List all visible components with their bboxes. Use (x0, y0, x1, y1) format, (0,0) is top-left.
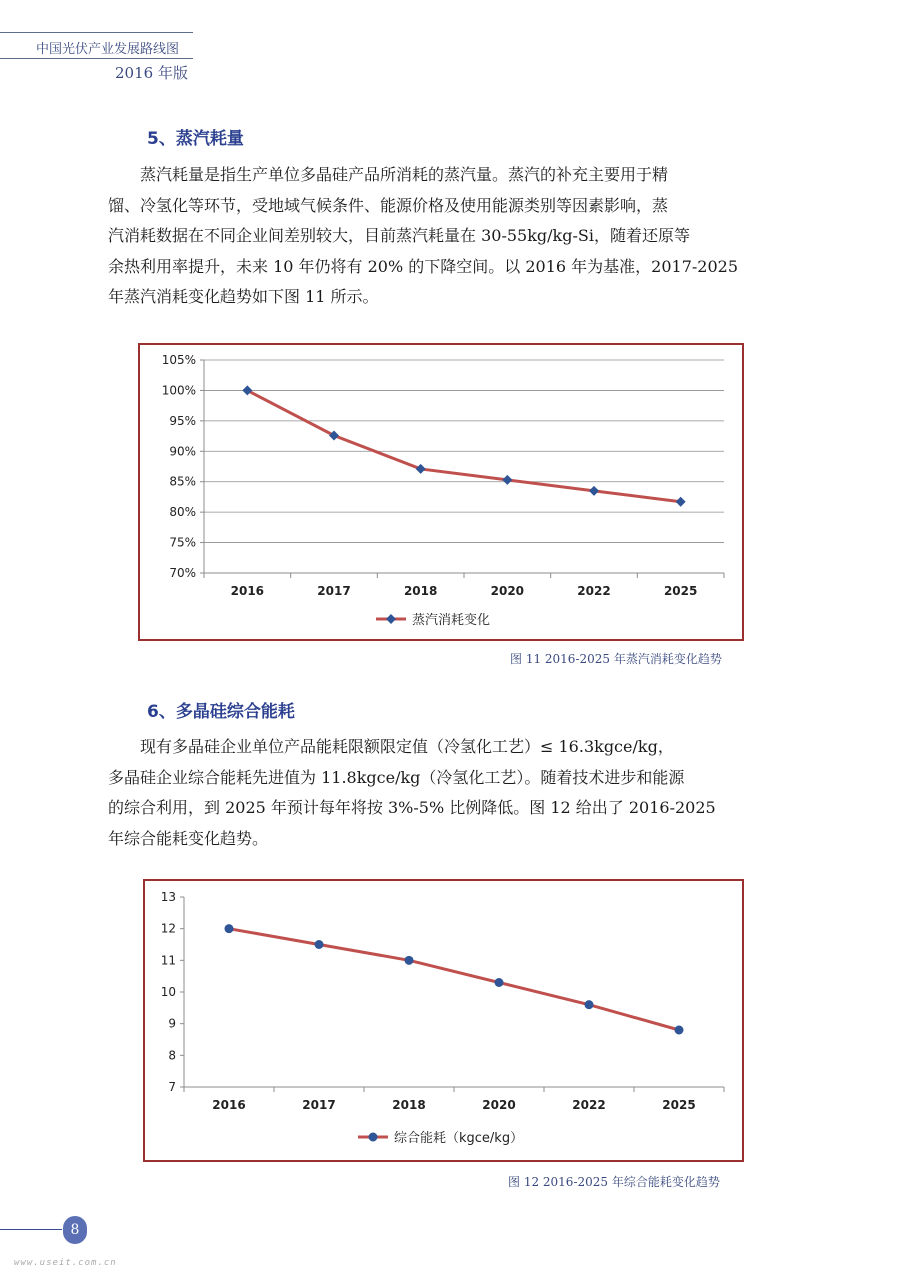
data-point (416, 464, 426, 474)
chart-energy-svg (145, 881, 742, 1160)
figure-caption-11: 图 11 2016-2025 年蒸汽消耗变化趋势 (510, 652, 722, 666)
y-tick-label: 9 (168, 1016, 176, 1031)
y-tick-label: 70% (169, 566, 196, 580)
data-point (675, 1026, 684, 1035)
paragraph-line: 余热利用率提升，未来 10 年仍将有 20% 的下降空间。以 2016 年为基准，2017-2025 (108, 256, 739, 276)
x-tick-label: 2018 (392, 1098, 426, 1112)
data-point (495, 978, 504, 987)
data-point (225, 924, 234, 933)
x-tick-label: 2017 (302, 1098, 336, 1112)
legend-label: 综合能耗（kgce/kg） (394, 1131, 524, 1146)
x-tick-label: 2020 (482, 1098, 516, 1112)
data-point (315, 940, 324, 949)
paragraph-line: 汽消耗数据在不同企业间差别较大，目前蒸汽耗量在 30-55kg/kg-Si，随着还原等 (108, 226, 690, 245)
page-number: 8 (63, 1216, 87, 1244)
watermark: www.useit.com.cn (14, 1258, 117, 1268)
y-tick-label: 105% (161, 353, 196, 367)
section-heading-steam: 5、蒸汽耗量 (147, 129, 244, 149)
paragraph-energy (108, 732, 778, 854)
y-tick-label: 100% (161, 383, 196, 398)
footer-rule (0, 1229, 62, 1230)
y-tick-label: 80% (169, 505, 196, 520)
data-point (405, 956, 414, 965)
chart-energy-consumption (143, 879, 744, 1162)
paragraph-line: 年蒸汽消耗变化趋势如下图 11 所示。 (108, 287, 379, 306)
paragraph-line: 现有多晶硅企业单位产品能耗限额限定值（冷氢化工艺）≤ 16.3kgce/kg， (108, 737, 674, 756)
y-tick-label: 85% (169, 474, 196, 489)
y-tick-label: 90% (169, 444, 196, 459)
legend-label: 蒸汽消耗变化 (412, 613, 491, 628)
y-tick-label: 11 (160, 953, 176, 968)
data-point (502, 475, 512, 485)
figure-caption-12: 图 12 2016-2025 年综合能耗变化趋势 (508, 1175, 720, 1189)
x-tick-label: 2025 (663, 584, 698, 598)
chart-steam-svg (140, 345, 742, 639)
data-point (585, 1000, 594, 1009)
series-line (229, 929, 679, 1030)
data-point (676, 497, 686, 507)
y-tick-label: 13 (160, 890, 176, 904)
legend-swatch-marker (369, 1133, 378, 1142)
paragraph-line: 多晶硅企业综合能耗先进值为 11.8kgce/kg（冷氢化工艺）。随着技术进步和能源 (108, 767, 685, 787)
y-tick-label: 8 (168, 1048, 176, 1063)
x-tick-label: 2022 (572, 1098, 606, 1112)
header-edition: 2016 年版 (115, 64, 188, 82)
paragraph-line: 的综合利用，到 2025 年预计每年将按 3%-5% 比例降低。图 12 给出了 2016-2025 (108, 798, 716, 817)
header-rule-top (0, 32, 193, 33)
x-tick-label: 2017 (317, 584, 351, 598)
x-tick-label: 2016 (212, 1098, 246, 1112)
header-title: 中国光伏产业发展路线图 (36, 42, 180, 57)
data-point (589, 486, 599, 496)
chart-steam-consumption (138, 343, 744, 641)
y-tick-label: 12 (160, 921, 176, 936)
series-line (247, 390, 680, 501)
legend-swatch-marker (386, 614, 396, 624)
y-tick-label: 75% (169, 535, 196, 550)
paragraph-steam (108, 160, 778, 313)
x-tick-label: 2025 (662, 1098, 696, 1112)
paragraph-line: 年综合能耗变化趋势。 (108, 828, 269, 848)
y-tick-label: 7 (168, 1080, 176, 1094)
y-tick-label: 95% (169, 413, 196, 428)
running-header (0, 32, 200, 82)
section-heading-energy: 6、多晶硅综合能耗 (147, 702, 295, 722)
x-tick-label: 2018 (403, 584, 438, 598)
x-tick-label: 2016 (230, 584, 265, 598)
x-tick-label: 2020 (490, 584, 525, 598)
paragraph-line: 馏、冷氢化等环节，受地域气候条件、能源价格及使用能源类别等因素影响，蒸 (108, 195, 669, 215)
y-tick-label: 10 (160, 985, 176, 999)
paragraph-line: 蒸汽耗量是指生产单位多晶硅产品所消耗的蒸汽量。蒸汽的补充主要用于精 (108, 165, 669, 184)
x-tick-label: 2022 (577, 584, 611, 598)
header-rule-bottom (0, 58, 193, 59)
